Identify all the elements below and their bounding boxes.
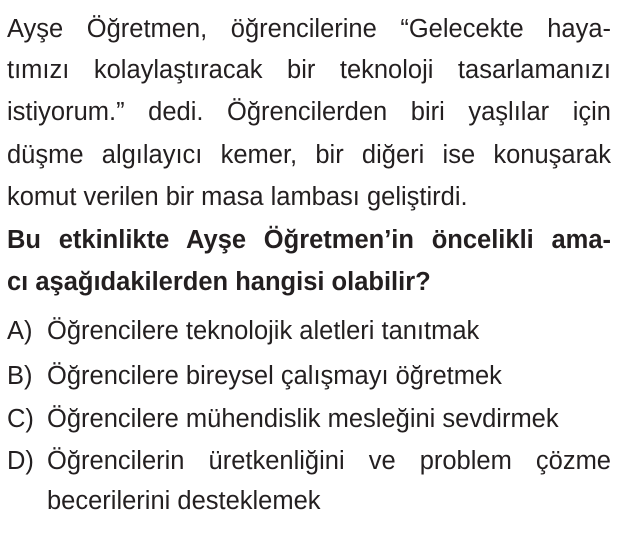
- question-line-1: Bu etkinlikte Ayşe Öğretmen’in öncelikli ama-: [7, 226, 611, 254]
- option-d-continuation: becerilerini desteklemek: [47, 487, 321, 515]
- option-a-letter: A): [7, 317, 33, 345]
- option-b-text: Öğrencilere bireysel çalışmayı öğretmek: [47, 362, 502, 390]
- option-d-text: Öğrencilerin üretkenliğini ve problem çözme: [47, 447, 611, 475]
- passage-line-4: düşme algılayıcı kemer, bir diğeri ise konuşarak: [7, 141, 611, 169]
- option-c-text: Öğrencilere mühendislik mesleğini sevdirmek: [47, 405, 559, 433]
- option-d-letter: D): [7, 447, 34, 475]
- question-line-2: cı aşağıdakilerden hangisi olabilir?: [7, 268, 431, 296]
- option-b[interactable]: [7, 361, 502, 391]
- passage-line-5: komut verilen bir masa lambası geliştirdi.: [7, 183, 468, 211]
- option-a[interactable]: [7, 316, 479, 346]
- passage-line-3: istiyorum.” dedi. Öğrencilerden biri yaşlılar için: [7, 98, 611, 126]
- option-b-letter: B): [7, 362, 33, 390]
- passage-line-2: tımızı kolaylaştıracak bir teknoloji tasarlamanızı: [7, 56, 611, 84]
- option-a-text: Öğrencilere teknolojik aletleri tanıtmak: [47, 317, 480, 345]
- passage-line-1: Ayşe Öğretmen, öğrencilerine “Gelecekte haya-: [7, 15, 611, 43]
- option-c[interactable]: [7, 404, 559, 434]
- option-c-letter: C): [7, 405, 34, 433]
